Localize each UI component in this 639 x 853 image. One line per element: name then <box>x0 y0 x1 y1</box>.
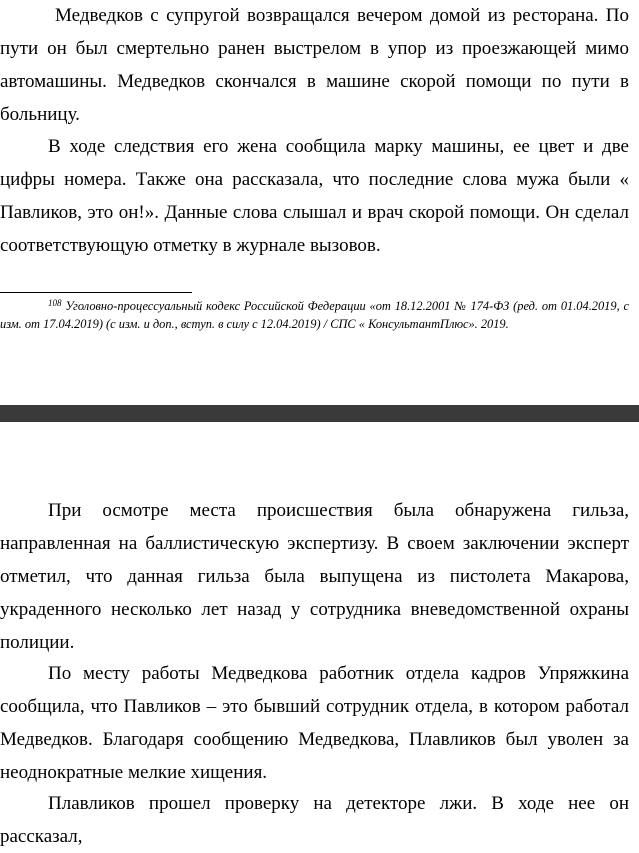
footnote-separator <box>0 292 192 293</box>
paragraph-text: Медведков с супругой возвращался вечером домой из ресторана. По пути он был смертельно ранен выстрелом в упор из проезжающей мимо автомашины. Медведков скончался в машине скорой помощи по пути в больницу. <box>0 5 629 125</box>
footnote-text: Уголовно-процессуальный кодекс Российской Федерации «от 18.12.2001 № 174-ФЗ (ред. от 01.04.2019, с изм. от 17.04.2019) (с изм. и доп., вступ. в силу с 12.04.2019) / СПС « КонсультантПлюс». 2019. <box>0 299 629 331</box>
paragraph-text: Плавликов прошел проверку на детекторе лжи. В ходе нее он рассказал, <box>0 793 629 847</box>
paragraph-text: В ходе следствия его жена сообщила марку машины, ее цвет и две цифры номера. Также она рассказала, что последние слова мужа были « Павликов, это он!». Данные слова слышал и врач скорой помощи. Он сделал соответствующую отметку в журнале вызовов. <box>0 136 629 256</box>
footnote-number: 108 <box>48 298 62 308</box>
page-separator <box>0 405 639 422</box>
paragraph-text: По месту работы Медведкова работник отдела кадров Упряжкина сообщила, что Павликов – это бывший сотрудник отдела, в котором работал Медведков. Благодаря сообщению Медведкова, Плавликов был уволен за неоднократные мелкие хищения. <box>0 663 629 783</box>
paragraph-text: При осмотре места происшествия была обнаружена гильза, направленная на баллистическую экспертизу. В своем заключении эксперт отметил, что данная гильза была выпущена из пистолета Макарова, украденного несколько лет назад у сотрудника вневедомственной охраны полиции. <box>0 500 629 653</box>
footnote <box>0 297 629 333</box>
